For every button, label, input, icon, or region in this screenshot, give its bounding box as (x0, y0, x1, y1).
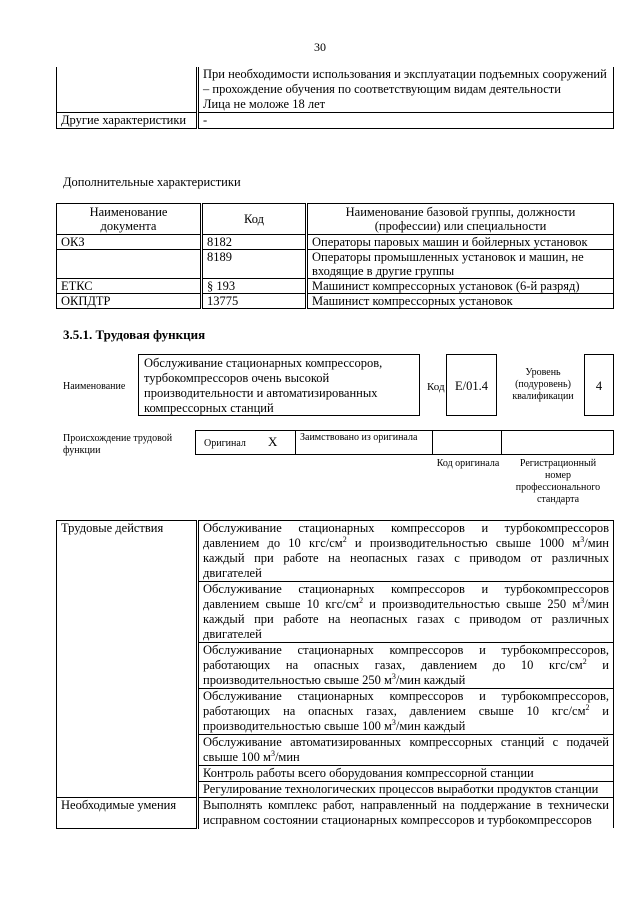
requirements-cell (198, 67, 614, 113)
additional-characteristics-table (56, 203, 614, 309)
row-code: § 193 (202, 279, 307, 294)
page-number: 30 (314, 40, 326, 54)
labor-action-item: Обслуживание автоматизированных компрессорных станций с подачей свыше 100 $м^3$/мин (198, 735, 614, 766)
row-name: Машинист компрессорных установок (6-й разряд) (307, 279, 614, 294)
name-label: Наименование (63, 381, 126, 392)
row-doc: ЕТКС (57, 279, 202, 294)
required-skill-item: Выполнять комплекс работ, направленный на поддержание в технически исправном состоянии стационарных компрессоров и турбокомпрессоров (198, 798, 614, 829)
row-code: 8189 (202, 250, 307, 279)
function-code-box: E/01.4 (446, 354, 497, 416)
qualification-level-label: Уровень (подуровень) квалификации (512, 367, 574, 402)
row-doc: ОКПДТР (57, 294, 202, 309)
additional-characteristics-title: Дополнительные характеристики (63, 175, 241, 189)
labor-actions-label: Трудовые действия (57, 521, 198, 798)
row-name: Операторы паровых машин и бойлерных установок (307, 235, 614, 250)
labor-action-item: Контроль работы всего оборудования компрессорной станции (198, 766, 614, 782)
divider (501, 430, 502, 455)
header-group-name: Наименование базовой группы, должности (профессии) или специальности (307, 204, 614, 235)
row-doc: ОКЗ (57, 235, 202, 250)
labor-action-item: Обслуживание стационарных компрессоров и турбокомпрессоров, работающих на опасных газах, давлением свыше 10 кгс/$см^2$ и производительностью свыше 100 $м^3$/мин каждый (198, 689, 614, 735)
original-code-caption: Код оригинала (436, 458, 500, 469)
labor-action-item: Регулирование технологических процессов выработки продуктов станции (198, 782, 614, 798)
origin-box (195, 430, 614, 455)
row-name: Операторы промышленных установок и машин, не входящие в другие группы (307, 250, 614, 279)
original-label: Оригинал (204, 438, 246, 449)
function-name-box: Обслуживание стационарных компрессоров, турбокомпрессоров очень высокой производительности и автоматизированных компрессорных станций (138, 354, 420, 416)
divider (295, 430, 296, 455)
header-document: Наименование документа (57, 204, 202, 235)
education-requirement-text: При необходимости использования и эксплуатации подъемных сооружений – прохождение обучения по соответствующим видам деятельности (203, 67, 607, 96)
row-doc (57, 250, 202, 279)
qualification-level-box: 4 (584, 354, 614, 416)
registration-number-caption: Регистрационный номер профессионального стандарта (515, 458, 601, 505)
code-label: Код (427, 381, 445, 393)
labor-action-item: Обслуживание стационарных компрессоров и турбокомпрессоров давлением до 10 кгс/$см^2$ и производительностью свыше 1000 $м^3$/мин каждый при работе на неопасных газах с приводом от различных двигателей (198, 521, 614, 582)
labor-action-item: Обслуживание стационарных компрессоров и турбокомпрессоров, работающих на опасных газах, давлением до 10 кгс/$см^2$ и производительностью свыше 250 $м^3$/мин каждый (198, 643, 614, 689)
row-name: Машинист компрессорных установок (307, 294, 614, 309)
original-mark: X (268, 434, 278, 449)
requirements-label-cell (57, 67, 198, 113)
row-code: 13775 (202, 294, 307, 309)
section-title: 3.5.1. Трудовая функция (63, 327, 206, 342)
origin-label: Происхождение трудовой функции (63, 433, 173, 456)
age-requirement-text: Лица не моложе 18 лет (203, 97, 326, 111)
other-characteristics-label: Другие характеристики (57, 113, 198, 129)
row-code: 8182 (202, 235, 307, 250)
divider (432, 430, 433, 455)
labor-action-item: Обслуживание стационарных компрессоров и турбокомпрессоров давлением свыше 10 кгс/$см^2$ и производительностью свыше 250 $м^3$/мин каждый при работе на неопасных газах с приводом от различных двигателей (198, 582, 614, 643)
required-skills-label: Необходимые умения (57, 798, 198, 829)
header-code: Код (202, 204, 307, 235)
requirements-table (56, 67, 614, 129)
other-characteristics-value: - (198, 113, 614, 129)
borrowed-label: Заимствовано из оригинала (300, 432, 418, 443)
labor-actions-table (56, 520, 614, 829)
